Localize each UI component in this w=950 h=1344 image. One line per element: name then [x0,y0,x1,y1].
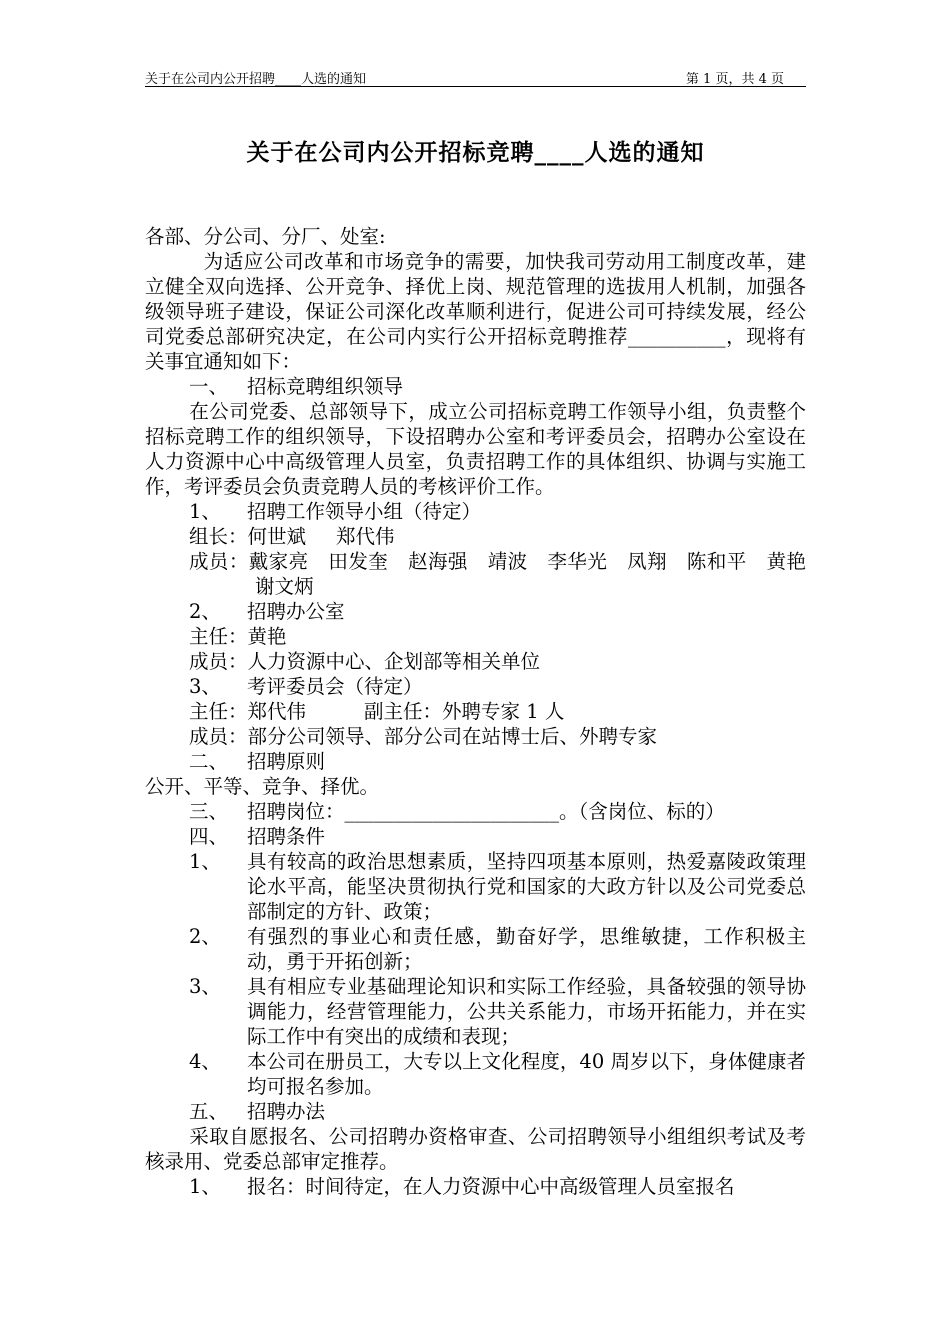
page-header [145,66,806,87]
section-2-text: 公开、平等、竞争、择优。 [145,775,380,798]
group-2-members: 成员：人力资源中心、企划部等相关单位 [189,650,541,673]
condition-item: 1、 具有较高的政治思想素质，坚持四项基本原则，热爱嘉陵政策理论水平高，能坚决贯彻执行党和国家的大政方针以及公司党委总部制定的方针、政策； [189,850,806,923]
intro-paragraph: 为适应公司改革和市场竞争的需要，加快我司劳动用工制度改革，建立健全双向选择、公开竞争、择优上岗、规范管理的选拔用人机制，加强各级领导班子建设，保证公司深化改革顺利进行，促进公司可持续发展，经公司党委总部研究决定，在公司内实行公开招标竞聘推荐__________，现将有关事宜通知如下： [145,250,806,373]
section-5-text: 采取自愿报名、公司招聘办资格审查、公司招聘领导小组组织考试及考核录用、党委总部审定推荐。 [145,1125,806,1173]
condition-item: 3、 具有相应专业基础理论知识和实际工作经验，具备较强的领导协调能力，经营管理能力，公共关系能力，市场开拓能力，并在实际工作中有突出的成绩和表现； [189,975,806,1048]
section-4-heading: 四、 招聘条件 [189,825,326,848]
document-title: 关于在公司内公开招标竞聘____人选的通知 [246,139,705,166]
group-3-heading: 3、 考评委员会（待定） [189,675,423,698]
salutation: 各部、分公司、分厂、处室: [145,225,386,248]
section-1-text: 在公司党委、总部领导下，成立公司招标竞聘工作领导小组，负责整个招标竞聘工作的组织领导，下设招聘办公室和考评委员会，招聘办公室设在人力资源中心中高级管理人员室，负责招聘工作的具体组织、协调与实施工作，考评委员会负责竞聘人员的考核评价工作。 [145,400,806,498]
header-doc-title: 关于在公司内公开招聘____人选的通知 [145,72,367,87]
group-3-members: 成员：部分公司领导、部分公司在站博士后、外聘专家 [189,725,658,748]
group-2-heading: 2、 招聘办公室 [189,600,345,623]
group-1-members: 成员：戴家亮 田发奎 赵海强 靖波 李华光 凤翔 陈和平 黄艳 谢文炳 [189,550,826,598]
group-3-directors: 主任：郑代伟 副主任：外聘专家 1 人 [189,700,565,723]
section-2-heading: 二、 招聘原则 [189,750,326,773]
section-3-positions: 三、 招聘岗位：______________________。（含岗位、标的） [189,800,725,823]
group-2-director: 主任：黄艳 [189,625,287,648]
header-page-number: 第 1 页，共 4 页 [685,72,784,87]
method-item: 1、 报名：时间待定，在人力资源中心中高级管理人员室报名 [189,1175,735,1198]
group-1-leaders: 组长：何世斌 郑代伟 [189,525,395,548]
group-1-heading: 1、 招聘工作领导小组（待定） [189,500,482,523]
section-1-heading: 一、 招标竞聘组织领导 [189,375,404,398]
condition-item: 2、 有强烈的事业心和责任感，勤奋好学，思维敏捷，工作积极主动，勇于开拓创新； [189,925,806,973]
section-5-heading: 五、 招聘办法 [189,1100,326,1123]
document-body [145,224,826,1199]
condition-item: 4、 本公司在册员工，大专以上文化程度，40 周岁以下，身体健康者均可报名参加。 [189,1050,806,1098]
